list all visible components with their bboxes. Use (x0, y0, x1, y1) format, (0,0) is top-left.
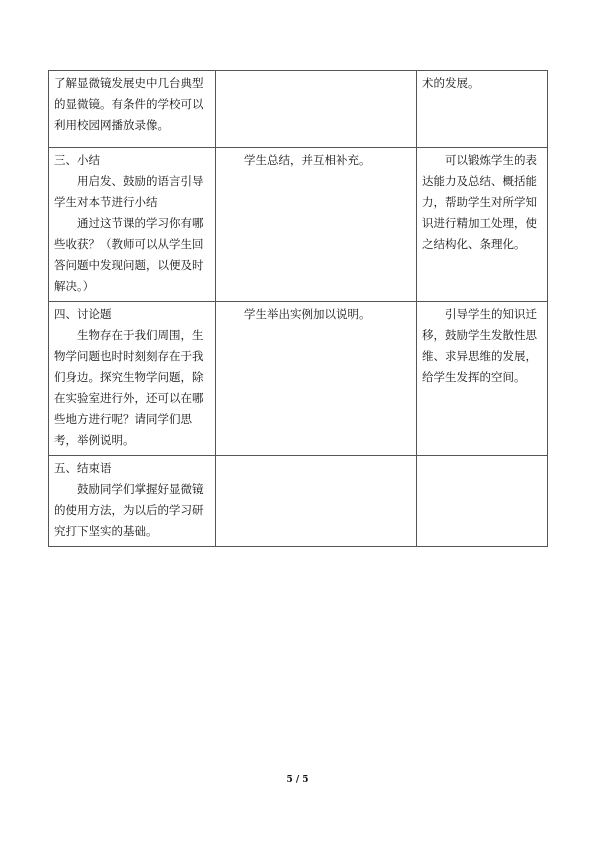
design-intent-text: 可以锻炼学生的表达能力及总结、概括能力，帮助学生对所学知识进行精加工处理，使之结构化、条理化。 (422, 153, 537, 251)
design-intent-cell (417, 302, 548, 456)
table-row (49, 302, 548, 456)
design-intent-text: 术的发展。 (422, 76, 480, 90)
teaching-content-cell (49, 71, 216, 148)
student-activity-text: 学生总结，并互相补充。 (244, 153, 371, 167)
section-heading: 三、小结 (54, 153, 100, 167)
design-intent-cell (417, 148, 548, 302)
student-activity-cell (216, 71, 417, 148)
design-intent-cell (417, 456, 548, 547)
section-heading: 四、讨论题 (54, 307, 112, 321)
table-row (49, 71, 548, 148)
student-activity-text: 学生举出实例加以说明。 (244, 307, 371, 321)
table-row (49, 456, 548, 547)
table-row (49, 148, 548, 302)
teaching-content-cell (49, 302, 216, 456)
page-number: 5 / 5 (286, 775, 309, 785)
student-activity-cell (216, 456, 417, 547)
lesson-plan-table (48, 70, 548, 547)
content-paragraph: 用启发、鼓励的语言引导学生对本节进行小结 (54, 174, 204, 209)
content-paragraph: 通过这节课的学习你有哪些收获？（教师可以从学生回答问题中发现问题，以便及时解决。） (54, 216, 204, 293)
design-intent-cell (417, 71, 548, 148)
student-activity-cell (216, 302, 417, 456)
content-text: 了解显微镜发展史中几台典型的显微镜。有条件的学校可以利用校园网播放录像。 (54, 76, 204, 132)
content-paragraph: 鼓励同学们掌握好显微镜的使用方法，为以后的学习研究打下坚实的基础。 (54, 482, 204, 538)
teaching-content-cell (49, 148, 216, 302)
teaching-content-cell (49, 456, 216, 547)
design-intent-text: 引导学生的知识迁移，鼓励学生发散性思维、求异思维的发展，给学生发挥的空间。 (422, 307, 537, 384)
content-paragraph: 生物存在于我们周围，生物学问题也时时刻刻存在于我们身边。探究生物学问题，除在实验室进行外，还可以在哪些地方进行呢？请同学们思考，举例说明。 (54, 328, 204, 447)
student-activity-cell (216, 148, 417, 302)
section-heading: 五、结束语 (54, 461, 112, 475)
